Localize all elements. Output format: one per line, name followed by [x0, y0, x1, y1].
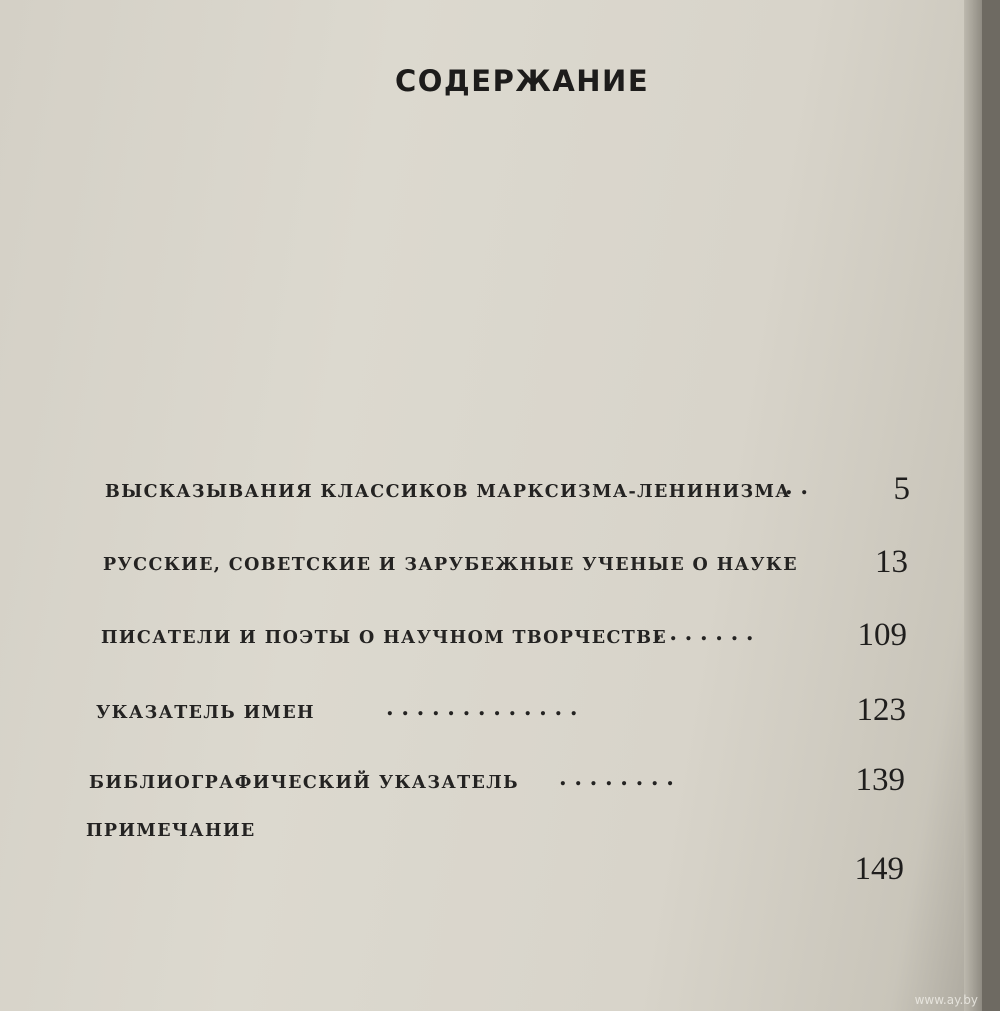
toc-entry [105, 468, 910, 508]
toc-entry-leader: . . . . . . . . [559, 765, 674, 791]
toc-entry [96, 689, 906, 729]
toc-entry-title: ПИСАТЕЛИ И ПОЭТЫ О НАУЧНОМ ТВОРЧЕСТВЕ [101, 628, 668, 648]
toc-entry-page: 109 [857, 617, 907, 653]
site-watermark: www.ay.by [914, 993, 978, 1007]
toc-entry-page: 5 [893, 471, 910, 507]
toc-entry-title: БИБЛИОГРАФИЧЕСКИЙ УКАЗАТЕЛЬ [89, 773, 519, 793]
toc-entry [89, 759, 905, 799]
page-title: СОДЕРЖАНИЕ [395, 64, 650, 98]
toc-entry-leader: . . . . . . . . . . . . . [386, 695, 578, 721]
toc-entry-page: 149 [854, 851, 904, 887]
page-edge-shadow [964, 0, 982, 1011]
toc-entry-page: 13 [875, 544, 908, 580]
toc-entry-title: ПРИМЕЧАНИЕ [86, 821, 256, 841]
toc-entry-leader: . . . . . . . [654, 620, 754, 646]
toc-entry [103, 541, 908, 581]
toc-entry-page: 139 [855, 762, 905, 798]
toc-entry-title: РУССКИЕ, СОВЕТСКИЕ И ЗАРУБЕЖНЫЕ УЧЕНЫЕ О НАУКЕ [103, 555, 798, 575]
toc-entry-page: 123 [856, 692, 906, 728]
toc-entry [86, 813, 904, 887]
toc-entry-title: УКАЗАТЕЛЬ ИМЕН [96, 703, 315, 723]
toc-entry [101, 614, 907, 654]
toc-entry-title: ВЫСКАЗЫВАНИЯ КЛАССИКОВ МАРКСИЗМА-ЛЕНИНИЗМА [105, 482, 791, 502]
toc-entry-leader: . . [785, 474, 808, 500]
